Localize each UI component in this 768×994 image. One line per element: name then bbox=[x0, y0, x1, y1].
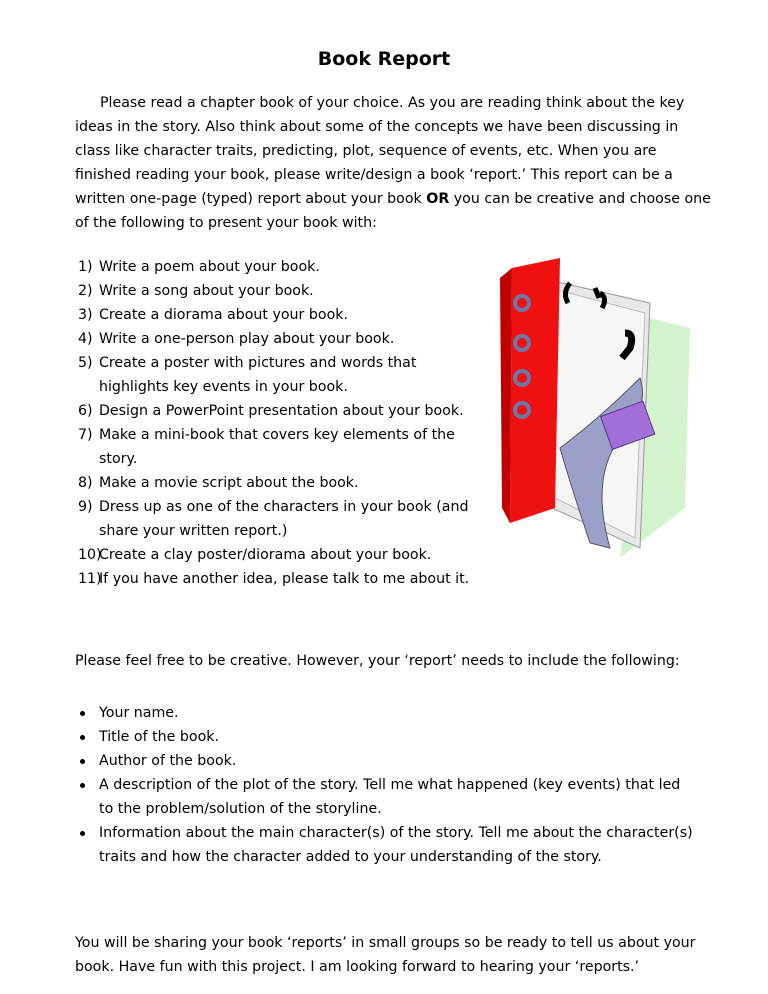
item-text: Write a one-person play about your book. bbox=[99, 331, 395, 347]
list-item bbox=[78, 423, 493, 471]
bullet-text: Author of the book. bbox=[99, 753, 237, 769]
item-number: 6) bbox=[78, 403, 93, 419]
list-item bbox=[78, 255, 493, 279]
item-number: 5) bbox=[78, 355, 93, 371]
item-text: Make a movie script about the book. bbox=[99, 475, 359, 491]
intro-bold: OR bbox=[426, 191, 450, 207]
page-title: Book Report bbox=[317, 48, 451, 70]
intro-text-end: you can be creative and choose one of the following to present your book with: bbox=[75, 191, 711, 231]
item-text: Write a song about your book. bbox=[99, 283, 314, 299]
bullet-icon bbox=[80, 759, 85, 764]
list-item bbox=[78, 471, 493, 495]
bullet-text: Your name. bbox=[99, 705, 179, 721]
item-number: 8) bbox=[78, 475, 93, 491]
item-number: 11) bbox=[78, 571, 102, 587]
list-item bbox=[78, 495, 489, 543]
item-text: Create a clay poster/diorama about your book. bbox=[99, 547, 432, 563]
bullet-item bbox=[78, 701, 698, 725]
item-text: Create a poster with pictures and words that highlights key events in your book. bbox=[99, 355, 417, 395]
item-number: 9) bbox=[78, 499, 93, 515]
requirements-list bbox=[78, 701, 698, 869]
bullet-icon bbox=[80, 831, 85, 836]
list-item bbox=[78, 399, 493, 423]
bullet-item bbox=[78, 725, 698, 749]
item-text: Design a PowerPoint presentation about your book. bbox=[99, 403, 464, 419]
item-text: If you have another idea, please talk to me about it. bbox=[99, 571, 470, 587]
item-number: 4) bbox=[78, 331, 93, 347]
item-text: Make a mini-book that covers key elements of the story. bbox=[99, 427, 455, 467]
item-number: 2) bbox=[78, 283, 93, 299]
list-item bbox=[78, 327, 493, 351]
list-item bbox=[78, 543, 493, 567]
bullet-text: Title of the book. bbox=[99, 729, 219, 745]
list-item bbox=[78, 351, 454, 399]
item-text: Create a diorama about your book. bbox=[99, 307, 348, 323]
book-clipart-image bbox=[500, 258, 690, 568]
bullet-text: A description of the plot of the story. Tell me what happened (key events) that led to the problem/solution of the storyline. bbox=[99, 777, 681, 817]
bullet-text: Information about the main character(s) of the story. Tell me about the character(s) traits and how the character added to your understanding of the story. bbox=[99, 825, 693, 865]
bullet-item bbox=[78, 821, 698, 869]
item-text: Write a poem about your book. bbox=[99, 259, 320, 275]
bullet-item bbox=[78, 749, 698, 773]
intro-paragraph bbox=[75, 91, 715, 235]
bullet-icon bbox=[80, 735, 85, 740]
list-item bbox=[78, 279, 493, 303]
closing-paragraph: You will be sharing your book ‘reports’ in small groups so be ready to tell us about your book. Have fun with this project. I am looking forward to hearing your ‘reports.’ bbox=[75, 935, 696, 975]
intro-text: Please read a chapter book of your choice. As you are reading think about the key ideas in the story. Also think about some of the concepts we have been discussing in class like character traits, predicting, plot, sequence of events, etc. When you are finished reading your book, please write/design a book ‘report.’ This report can be a written one-page (typed) report about your book bbox=[75, 95, 685, 207]
bullet-icon bbox=[80, 783, 85, 788]
item-number: 7) bbox=[78, 427, 93, 443]
options-list bbox=[78, 255, 493, 591]
item-text: Dress up as one of the characters in your book (and share your written report.) bbox=[99, 499, 469, 539]
list-item bbox=[78, 303, 493, 327]
list-item bbox=[78, 567, 489, 591]
item-number: 3) bbox=[78, 307, 93, 323]
bullet-icon bbox=[80, 711, 85, 716]
item-number: 1) bbox=[78, 259, 93, 275]
item-number: 10) bbox=[78, 547, 102, 563]
requirements-intro: Please feel free to be creative. However, your ‘report’ needs to include the following: bbox=[75, 653, 680, 669]
bullet-item bbox=[78, 773, 698, 821]
